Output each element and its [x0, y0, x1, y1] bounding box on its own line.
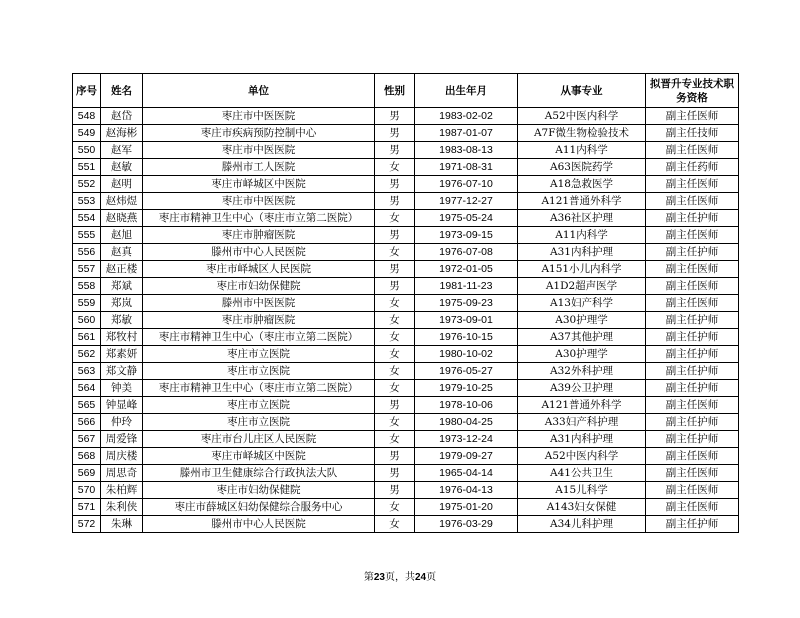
cell-unit: 枣庄市薛城区妇幼保健综合服务中心 [143, 499, 375, 516]
cell-unit: 滕州市中医医院 [143, 295, 375, 312]
cell-unit: 枣庄市精神卫生中心（枣庄市立第二医院） [143, 210, 375, 227]
cell-birth: 1973-09-01 [415, 312, 518, 329]
cell-birth: 1972-01-05 [415, 261, 518, 278]
cell-specialty: A18急救医学 [518, 176, 646, 193]
cell-specialty: A37其他护理 [518, 329, 646, 346]
cell-no: 562 [73, 346, 101, 363]
footer-middle: 页，共 [385, 572, 415, 583]
cell-specialty: A1D2超声医学 [518, 278, 646, 295]
cell-name: 钟美 [101, 380, 143, 397]
header-gender: 性别 [375, 74, 415, 108]
cell-no: 560 [73, 312, 101, 329]
cell-name: 赵明 [101, 176, 143, 193]
cell-specialty: A52中医内科学 [518, 448, 646, 465]
cell-specialty: A11内科学 [518, 142, 646, 159]
cell-name: 郑岚 [101, 295, 143, 312]
cell-gender: 女 [375, 329, 415, 346]
cell-birth: 1978-10-06 [415, 397, 518, 414]
cell-gender: 男 [375, 193, 415, 210]
cell-gender: 女 [375, 312, 415, 329]
cell-birth: 1973-09-15 [415, 227, 518, 244]
cell-specialty: A121普通外科学 [518, 193, 646, 210]
cell-birth: 1976-05-27 [415, 363, 518, 380]
cell-unit: 枣庄市中医医院 [143, 193, 375, 210]
cell-name: 赵岱 [101, 108, 143, 125]
cell-specialty: A13妇产科学 [518, 295, 646, 312]
table-row [73, 516, 739, 533]
cell-unit: 枣庄市妇幼保健院 [143, 482, 375, 499]
cell-no: 563 [73, 363, 101, 380]
cell-gender: 男 [375, 278, 415, 295]
cell-title: 副主任医师 [646, 227, 739, 244]
cell-unit: 滕州市工人医院 [143, 159, 375, 176]
cell-specialty: A15儿科学 [518, 482, 646, 499]
cell-title: 副主任护师 [646, 210, 739, 227]
table-row [73, 108, 739, 125]
table-header-row [73, 74, 739, 108]
cell-unit: 枣庄市疾病预防控制中心 [143, 125, 375, 142]
cell-specialty: A33妇产科护理 [518, 414, 646, 431]
cell-name: 朱琳 [101, 516, 143, 533]
table-row [73, 193, 739, 210]
cell-gender: 男 [375, 227, 415, 244]
cell-specialty: A39公卫护理 [518, 380, 646, 397]
cell-unit: 滕州市中心人民医院 [143, 516, 375, 533]
cell-specialty: A151小儿内科学 [518, 261, 646, 278]
table-row [73, 397, 739, 414]
cell-specialty: A31内科护理 [518, 431, 646, 448]
cell-specialty: A34儿科护理 [518, 516, 646, 533]
cell-no: 552 [73, 176, 101, 193]
cell-no: 557 [73, 261, 101, 278]
footer-prefix: 第 [363, 572, 374, 583]
cell-no: 570 [73, 482, 101, 499]
cell-gender: 女 [375, 516, 415, 533]
cell-name: 赵军 [101, 142, 143, 159]
cell-no: 554 [73, 210, 101, 227]
cell-title: 副主任护师 [646, 329, 739, 346]
cell-title: 副主任医师 [646, 499, 739, 516]
cell-no: 558 [73, 278, 101, 295]
cell-name: 赵旭 [101, 227, 143, 244]
cell-name: 朱利侠 [101, 499, 143, 516]
cell-specialty: A32外科护理 [518, 363, 646, 380]
cell-birth: 1987-01-07 [415, 125, 518, 142]
cell-gender: 女 [375, 159, 415, 176]
cell-title: 副主任护师 [646, 516, 739, 533]
cell-specialty: A11内科学 [518, 227, 646, 244]
cell-birth: 1975-05-24 [415, 210, 518, 227]
cell-gender: 男 [375, 397, 415, 414]
cell-birth: 1976-07-08 [415, 244, 518, 261]
roster-body [73, 108, 739, 533]
cell-title: 副主任医师 [646, 261, 739, 278]
cell-title: 副主任护师 [646, 380, 739, 397]
cell-name: 赵晓燕 [101, 210, 143, 227]
cell-title: 副主任护师 [646, 346, 739, 363]
cell-specialty: A52中医内科学 [518, 108, 646, 125]
cell-gender: 男 [375, 482, 415, 499]
cell-title: 副主任医师 [646, 397, 739, 414]
cell-birth: 1971-08-31 [415, 159, 518, 176]
cell-no: 564 [73, 380, 101, 397]
table-row [73, 329, 739, 346]
cell-gender: 女 [375, 414, 415, 431]
cell-no: 551 [73, 159, 101, 176]
cell-no: 572 [73, 516, 101, 533]
cell-birth: 1977-12-27 [415, 193, 518, 210]
header-no: 序号 [73, 74, 101, 108]
cell-birth: 1979-09-27 [415, 448, 518, 465]
cell-gender: 女 [375, 431, 415, 448]
table-row [73, 227, 739, 244]
cell-birth: 1975-01-20 [415, 499, 518, 516]
footer-current-page: 23 [373, 572, 385, 583]
cell-unit: 枣庄市台儿庄区人民医院 [143, 431, 375, 448]
cell-gender: 女 [375, 210, 415, 227]
cell-specialty: A30护理学 [518, 312, 646, 329]
cell-title: 副主任护师 [646, 431, 739, 448]
header-specialty: 从事专业 [518, 74, 646, 108]
header-name: 姓名 [101, 74, 143, 108]
cell-specialty: A121普通外科学 [518, 397, 646, 414]
cell-title: 副主任医师 [646, 142, 739, 159]
cell-title: 副主任护师 [646, 312, 739, 329]
cell-specialty: A36社区护理 [518, 210, 646, 227]
cell-birth: 1976-04-13 [415, 482, 518, 499]
cell-unit: 枣庄市精神卫生中心（枣庄市立第二医院） [143, 329, 375, 346]
cell-name: 周思奇 [101, 465, 143, 482]
cell-gender: 男 [375, 108, 415, 125]
table-row [73, 431, 739, 448]
cell-no: 555 [73, 227, 101, 244]
cell-unit: 枣庄市肿瘤医院 [143, 312, 375, 329]
cell-no: 567 [73, 431, 101, 448]
cell-name: 赵海彬 [101, 125, 143, 142]
cell-name: 周爱锋 [101, 431, 143, 448]
header-unit: 单位 [143, 74, 375, 108]
cell-name: 朱柏辉 [101, 482, 143, 499]
table-row [73, 499, 739, 516]
cell-gender: 男 [375, 176, 415, 193]
table-row [73, 176, 739, 193]
roster-table [72, 73, 739, 533]
cell-title: 副主任医师 [646, 482, 739, 499]
cell-title: 副主任医师 [646, 295, 739, 312]
cell-no: 568 [73, 448, 101, 465]
cell-no: 571 [73, 499, 101, 516]
cell-no: 549 [73, 125, 101, 142]
cell-unit: 枣庄市立医院 [143, 397, 375, 414]
cell-title: 副主任医师 [646, 176, 739, 193]
cell-specialty: A143妇女保健 [518, 499, 646, 516]
cell-title: 副主任药师 [646, 159, 739, 176]
cell-title: 副主任护师 [646, 363, 739, 380]
cell-name: 郑斌 [101, 278, 143, 295]
cell-unit: 枣庄市立医院 [143, 414, 375, 431]
cell-birth: 1973-12-24 [415, 431, 518, 448]
cell-gender: 男 [375, 465, 415, 482]
cell-name: 郑文静 [101, 363, 143, 380]
cell-birth: 1980-10-02 [415, 346, 518, 363]
cell-birth: 1976-10-15 [415, 329, 518, 346]
cell-unit: 枣庄市立医院 [143, 363, 375, 380]
table-row [73, 448, 739, 465]
table-row [73, 346, 739, 363]
table-row [73, 465, 739, 482]
cell-name: 赵敏 [101, 159, 143, 176]
cell-birth: 1981-11-23 [415, 278, 518, 295]
cell-birth: 1975-09-23 [415, 295, 518, 312]
table-row [73, 142, 739, 159]
cell-specialty: A7F微生物检验技术 [518, 125, 646, 142]
cell-no: 550 [73, 142, 101, 159]
cell-specialty: A41公共卫生 [518, 465, 646, 482]
cell-birth: 1979-10-25 [415, 380, 518, 397]
cell-birth: 1983-08-13 [415, 142, 518, 159]
table-row [73, 363, 739, 380]
cell-unit: 枣庄市精神卫生中心（枣庄市立第二医院） [143, 380, 375, 397]
cell-unit: 枣庄市中医医院 [143, 142, 375, 159]
cell-title: 副主任护师 [646, 244, 739, 261]
cell-unit: 枣庄市妇幼保健院 [143, 278, 375, 295]
cell-name: 赵炜煜 [101, 193, 143, 210]
cell-no: 559 [73, 295, 101, 312]
cell-title: 副主任医师 [646, 465, 739, 482]
footer-suffix: 页 [426, 572, 437, 583]
cell-gender: 男 [375, 448, 415, 465]
cell-unit: 枣庄市立医院 [143, 346, 375, 363]
cell-name: 周庆楼 [101, 448, 143, 465]
cell-birth: 1976-07-10 [415, 176, 518, 193]
cell-title: 副主任护师 [646, 414, 739, 431]
cell-gender: 女 [375, 346, 415, 363]
cell-name: 钟显峰 [101, 397, 143, 414]
cell-name: 郑素妍 [101, 346, 143, 363]
cell-name: 仲玲 [101, 414, 143, 431]
cell-no: 569 [73, 465, 101, 482]
cell-unit: 枣庄市峄城区中医院 [143, 448, 375, 465]
cell-name: 赵真 [101, 244, 143, 261]
cell-unit: 枣庄市峄城区中医院 [143, 176, 375, 193]
cell-name: 郑敏 [101, 312, 143, 329]
table-row [73, 414, 739, 431]
cell-title: 副主任医师 [646, 448, 739, 465]
cell-gender: 女 [375, 244, 415, 261]
cell-birth: 1980-04-25 [415, 414, 518, 431]
table-row [73, 312, 739, 329]
cell-no: 565 [73, 397, 101, 414]
cell-birth: 1976-03-29 [415, 516, 518, 533]
cell-birth: 1965-04-14 [415, 465, 518, 482]
cell-gender: 女 [375, 295, 415, 312]
cell-no: 566 [73, 414, 101, 431]
cell-gender: 男 [375, 261, 415, 278]
table-row [73, 380, 739, 397]
cell-title: 副主任医师 [646, 108, 739, 125]
cell-name: 赵正楼 [101, 261, 143, 278]
table-row [73, 261, 739, 278]
cell-unit: 枣庄市肿瘤医院 [143, 227, 375, 244]
cell-gender: 女 [375, 380, 415, 397]
table-row [73, 295, 739, 312]
table-row [73, 159, 739, 176]
table-row [73, 125, 739, 142]
cell-birth: 1983-02-02 [415, 108, 518, 125]
header-birth: 出生年月 [415, 74, 518, 108]
table-row [73, 244, 739, 261]
table-row [73, 482, 739, 499]
cell-specialty: A63医院药学 [518, 159, 646, 176]
cell-name: 郑牧村 [101, 329, 143, 346]
cell-unit: 滕州市卫生健康综合行政执法大队 [143, 465, 375, 482]
cell-unit: 枣庄市峄城区人民医院 [143, 261, 375, 278]
header-title: 拟晋升专业技术职务资格 [646, 74, 739, 108]
cell-gender: 女 [375, 363, 415, 380]
cell-title: 副主任医师 [646, 193, 739, 210]
cell-no: 548 [73, 108, 101, 125]
footer-total-pages: 24 [415, 572, 427, 583]
cell-gender: 女 [375, 499, 415, 516]
cell-title: 副主任技师 [646, 125, 739, 142]
page-footer [0, 568, 800, 583]
cell-no: 553 [73, 193, 101, 210]
cell-gender: 男 [375, 142, 415, 159]
cell-gender: 男 [375, 125, 415, 142]
cell-specialty: A30护理学 [518, 346, 646, 363]
cell-no: 561 [73, 329, 101, 346]
table-row [73, 210, 739, 227]
cell-no: 556 [73, 244, 101, 261]
cell-title: 副主任医师 [646, 278, 739, 295]
cell-unit: 滕州市中心人民医院 [143, 244, 375, 261]
table-row [73, 278, 739, 295]
cell-specialty: A31内科护理 [518, 244, 646, 261]
cell-unit: 枣庄市中医医院 [143, 108, 375, 125]
